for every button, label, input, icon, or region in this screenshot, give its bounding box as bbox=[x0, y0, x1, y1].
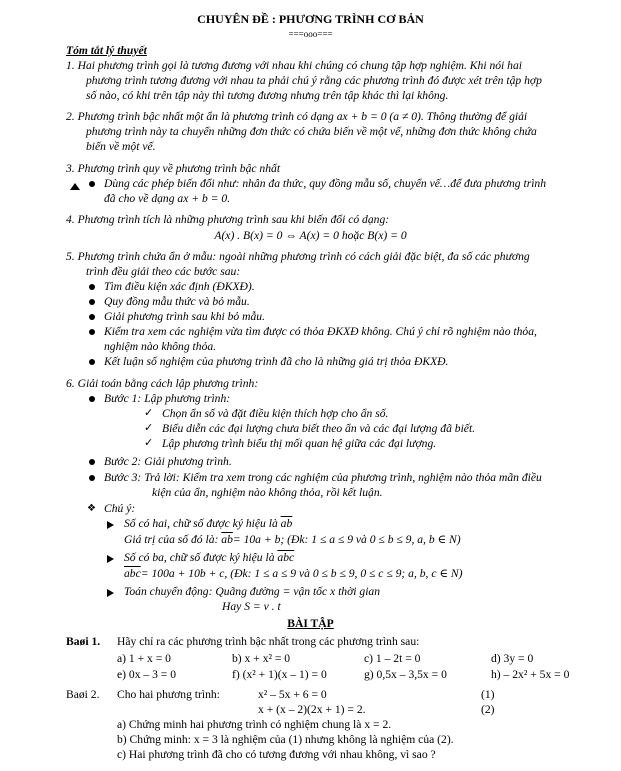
ex1-label: Baøi 1. bbox=[66, 635, 101, 648]
bullet-icon bbox=[89, 459, 95, 465]
bullet-icon bbox=[89, 359, 95, 365]
ex2-part-c: c) Hai phương trình đã cho có tương đương với nhau không, vì sao ? bbox=[117, 748, 436, 761]
item1-line1: 1. Hai phương trình gọi là tương đương với nhau khi chúng có chung tập hợp nghiệm. Khi nói hai bbox=[66, 59, 522, 72]
note3-line2: Hay S = v . t bbox=[222, 600, 281, 613]
item5-line2: trình đều giải theo các bước sau: bbox=[86, 265, 241, 278]
ex2-eq1-number: (1) bbox=[481, 688, 495, 701]
ex1-option-f: f) (x² + 1)(x – 1) = 0 bbox=[232, 668, 327, 681]
item6-step2: Bước 2: Giải phương trình. bbox=[104, 455, 232, 468]
item3-bullet1-line1: Dùng các phép biến đổi như: nhân đa thức, quy đồng mẫu số, chuyển vế…để đưa phương trình bbox=[104, 177, 547, 190]
page-title: CHUYÊN ĐỀ : PHƯƠNG TRÌNH CƠ BẢN bbox=[197, 12, 424, 26]
overline-ab: $\overline{ab}$ bbox=[280, 517, 293, 530]
ex2-part-a: a) Chứng minh hai phương trình có nghiệm chung là x = 2. bbox=[117, 718, 392, 731]
bullet-icon bbox=[89, 314, 95, 320]
ex2-label: Baøi 2. bbox=[66, 688, 100, 701]
title-decoration: ===ooo=== bbox=[288, 29, 333, 39]
item6-step1-check2: Biểu diễn các đại lượng chưa biết theo ẩn và các đại lượng đã biết. bbox=[162, 422, 476, 435]
ex1-option-h: h) – 2x² + 5x = 0 bbox=[491, 668, 570, 681]
bullet-icon bbox=[89, 475, 95, 481]
note2-line2: $\overline{abc}= 100a + 10b + c$, (Đk: 1 ≤ a ≤ 9 và 0 ≤ b ≤ 9, 0 ≤ c ≤ 9; a, b, c ∈ N) bbox=[124, 567, 463, 580]
bullet-icon bbox=[89, 396, 95, 402]
ex1-prompt: Hãy chỉ ra các phương trình bậc nhất trong các phương trình sau: bbox=[117, 635, 420, 648]
item6-step1-check1: Chọn ẩn số và đặt điều kiện thích hợp cho ẩn số. bbox=[162, 407, 389, 420]
checkmark-icon: ✓ bbox=[144, 406, 154, 419]
item2-line2: phương trình này ta chuyển những đơn thức có chứa biến về một vế, những đơn thức không chứa bbox=[86, 125, 537, 138]
ex1-option-b: b) x + x² = 0 bbox=[232, 652, 291, 665]
overline-abc: $\overline{abc}$ bbox=[277, 551, 295, 564]
item5-bullet4-line2: nghiệm nào không thỏa. bbox=[104, 340, 217, 353]
summary-heading: Tóm tắt lý thuyết bbox=[66, 44, 147, 57]
arrow-bullet-icon bbox=[107, 521, 114, 529]
ex1-option-g: g) 0,5x – 3,5x = 0 bbox=[364, 668, 447, 681]
checkmark-icon: ✓ bbox=[144, 436, 154, 449]
checkmark-icon: ✓ bbox=[144, 421, 154, 434]
note1-line1: Số có hai, chữ số được ký hiệu là $\overline{ab}$ bbox=[124, 517, 293, 530]
arrow-bullet-icon bbox=[107, 589, 114, 597]
item6-line1: 6. Giải toán bằng cách lập phương trình: bbox=[66, 377, 259, 390]
ex1-option-d: d) 3y = 0 bbox=[491, 652, 534, 665]
bullet-icon bbox=[89, 329, 95, 335]
collapse-triangle-icon[interactable] bbox=[70, 183, 80, 190]
item5-bullet4-line1: Kiểm tra xem các nghiệm vừa tìm được có thỏa ĐKXĐ không. Chú ý chỉ rõ nghiệm nào thỏa, bbox=[104, 325, 537, 338]
note2-line1: Số có ba, chữ số được ký hiệu là $\overline{abc}$ bbox=[124, 551, 295, 564]
ex2-eq2-number: (2) bbox=[481, 703, 495, 716]
item2-line1: 2. Phương trình bậc nhất một ẩn là phương trình có dạng ax + b = 0 (a ≠ 0). Thông thường để giải bbox=[66, 110, 528, 123]
item6-step3-line1: Bước 3: Trả lời: Kiểm tra xem trong các nghiệm của phương trình, nghiệm nào thỏa mãn điều bbox=[104, 471, 542, 484]
item5-bullet1: Tìm điều kiện xác định (ĐKXĐ). bbox=[104, 280, 255, 293]
item1-line2: phương trình tương đương với nhau ta phải chú ý rằng các phương trình đó được xét trên tập hợp bbox=[86, 74, 542, 87]
arrow-bullet-icon bbox=[107, 555, 114, 563]
item5-bullet5: Kết luận số nghiệm của phương trình đã cho là những giá trị thỏa ĐKXĐ. bbox=[104, 355, 449, 368]
item5-bullet3: Giải phương trình sau khi bỏ mẫu. bbox=[104, 310, 265, 323]
exercises-heading: BÀI TẬP bbox=[287, 617, 334, 630]
item6-step3-line2: kiện của ẩn, nghiệm nào không thỏa, rồi kết luận. bbox=[152, 486, 383, 499]
note3-line1: Toán chuyển động: Quãng đường = vận tốc x thời gian bbox=[124, 585, 381, 598]
ex2-part-b: b) Chứng minh: x = 3 là nghiệm của (1) nhưng không là nghiệm của (2). bbox=[117, 733, 454, 746]
ex2-eq2: x + (x – 2)(2x + 1) = 2. bbox=[258, 703, 366, 716]
item2-line3: biến về một vế. bbox=[86, 140, 156, 153]
ex1-option-a: a) 1 + x = 0 bbox=[117, 652, 171, 665]
item1-line3: số nào, có khi trên tập này thì tương đương nhưng trên tập khác thì lại không. bbox=[86, 89, 449, 102]
ex2-prompt: Cho hai phương trình: bbox=[117, 688, 220, 701]
item4-line1: 4. Phương trình tích là những phương trình sau khi biến đổi có dạng: bbox=[66, 213, 390, 226]
bullet-icon bbox=[89, 181, 95, 187]
diamond-bullet-icon: ❖ bbox=[87, 503, 96, 514]
ex1-option-c: c) 1 – 2t = 0 bbox=[364, 652, 421, 665]
item3-bullet1-line2: đã cho về dạng ax + b = 0. bbox=[104, 192, 231, 205]
note-label: Chú ý: bbox=[104, 502, 136, 515]
bullet-icon bbox=[89, 299, 95, 305]
bullet-icon bbox=[89, 284, 95, 290]
item3-line1: 3. Phương trình quy về phương trình bậc nhất bbox=[66, 162, 281, 175]
note1-line2: Giá trị của số đó là: $\overline{ab}= 10a + b$; (Đk: 1 ≤ a ≤ 9 và 0 ≤ b ≤ 9, a, b ∈ N) bbox=[124, 533, 461, 546]
item6-step1-check3: Lập phương trình biểu thị mối quan hệ giữa các đại lượng. bbox=[162, 437, 437, 450]
item5-line1: 5. Phương trình chứa ẩn ở mẫu: ngoài những phương trình có cách giải đặc biệt, đa số các phương bbox=[66, 250, 530, 263]
item6-step1: Bước 1: Lập phương trình: bbox=[104, 392, 231, 405]
item4-formula: A(x) . B(x) = 0 ⇔ A(x) = 0 hoặc B(x) = 0 bbox=[214, 229, 407, 242]
ex1-option-e: e) 0x – 3 = 0 bbox=[117, 668, 177, 681]
item5-bullet2: Quy đồng mẫu thức và bỏ mẫu. bbox=[104, 295, 250, 308]
ex2-eq1: x² – 5x + 6 = 0 bbox=[258, 688, 327, 701]
